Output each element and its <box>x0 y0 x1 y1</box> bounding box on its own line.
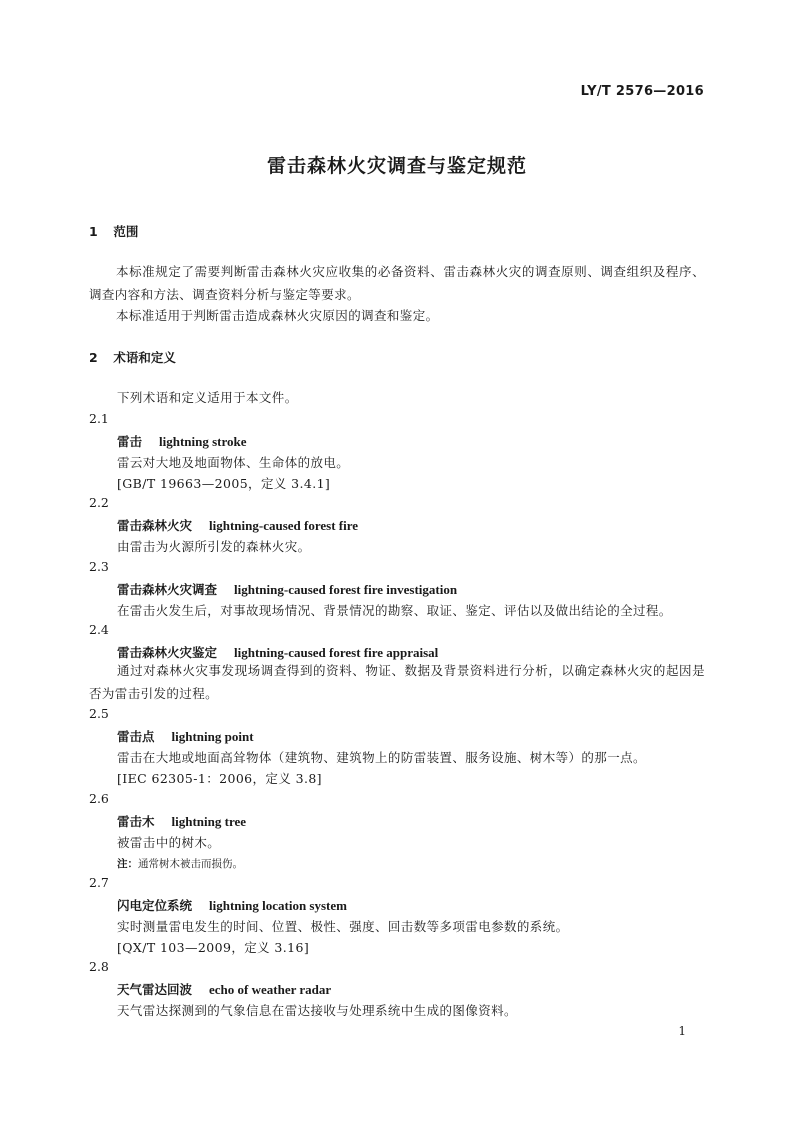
term-heading <box>117 727 254 745</box>
term-definition: 通过对森林火灾事发现场调查得到的资料、物证、数据及背景资料进行分析，以确定森林火灾的起因是否为雷击引发的过程。 <box>89 663 705 701</box>
scope-paragraph-2: 本标准适用于判断雷击造成森林火灾原因的调查和鉴定。 <box>116 308 439 323</box>
standard-code: LY/T 2576—2016 <box>580 84 704 99</box>
term-definition: 被雷击中的树木。 <box>117 835 221 850</box>
terms-intro: 下列术语和定义适用于本文件。 <box>117 390 298 405</box>
term-number: 2.7 <box>89 875 109 890</box>
term-english: lightning tree <box>171 814 247 829</box>
term-definition: 实时测量雷电发生的时间、位置、极性、强度、回击数等多项雷电参数的系统。 <box>117 919 569 934</box>
note-label: 注： <box>117 858 138 870</box>
term-english: lightning point <box>171 729 254 744</box>
term-number: 2.3 <box>89 559 109 574</box>
term-reference: [IEC 62305-1：2006，定义 3.8] <box>117 771 322 786</box>
term-chinese: 雷击木 <box>117 814 155 829</box>
term-number: 2.1 <box>89 411 109 426</box>
note-text: 通常树木被击而损伤。 <box>138 858 243 870</box>
term-definition: 由雷击为火源所引发的森林火灾。 <box>117 539 311 554</box>
scope-paragraph-1: 本标准规定了需要判断雷击森林火灾应收集的必备资料、雷击森林火灾的调查原则、调查组织及程序、调查内容和方法、调查资料分析与鉴定等要求。 <box>89 264 705 302</box>
term-definition: 天气雷达探测到的气象信息在雷达接收与处理系统中生成的图像资料。 <box>117 1003 517 1018</box>
term-english: lightning location system <box>209 898 347 913</box>
section-number: 2 <box>89 350 98 365</box>
term-chinese: 闪电定位系统 <box>117 898 193 913</box>
term-number: 2.6 <box>89 791 109 806</box>
section-number: 1 <box>89 224 98 239</box>
term-english: lightning-caused forest fire <box>209 518 359 533</box>
term-english: lightning-caused forest fire investigation <box>234 582 458 597</box>
term-definition: 雷云对大地及地面物体、生命体的放电。 <box>117 455 350 470</box>
term-note <box>117 856 243 871</box>
term-chinese: 雷击森林火灾 <box>117 518 193 533</box>
term-chinese: 雷击森林火灾调查 <box>117 582 218 597</box>
page-number: 1 <box>678 1024 686 1038</box>
section-title: 术语和定义 <box>113 350 176 365</box>
document-title: 雷击森林火灾调查与鉴定规范 <box>266 155 527 177</box>
term-reference: [QX/T 103—2009，定义 3.16] <box>117 940 310 955</box>
term-heading <box>117 980 331 998</box>
term-chinese: 雷击点 <box>117 729 155 744</box>
term-heading <box>117 896 347 914</box>
term-heading <box>117 516 358 534</box>
term-heading <box>117 812 246 830</box>
term-definition: 雷击在大地或地面高耸物体（建筑物、建筑物上的防雷装置、服务设施、树木等）的那一点。 <box>117 750 646 765</box>
section-title: 范围 <box>113 224 139 239</box>
term-number: 2.2 <box>89 495 109 510</box>
term-heading <box>117 432 247 450</box>
term-english: lightning-caused forest fire appraisal <box>234 645 439 660</box>
term-number: 2.4 <box>89 622 109 637</box>
section-1-heading <box>89 222 138 240</box>
term-chinese: 雷击森林火灾鉴定 <box>117 645 218 660</box>
term-number: 2.5 <box>89 706 109 721</box>
term-reference: [GB/T 19663—2005，定义 3.4.1] <box>117 476 331 491</box>
section-2-heading <box>89 348 176 366</box>
term-heading <box>117 580 457 598</box>
term-chinese: 天气雷达回波 <box>117 982 193 997</box>
term-chinese: 雷击 <box>117 434 143 449</box>
term-definition: 在雷击火发生后，对事故现场情况、背景情况的勘察、取证、鉴定、评估以及做出结论的全过程。 <box>117 603 672 618</box>
term-number: 2.8 <box>89 959 109 974</box>
term-english: lightning stroke <box>159 434 247 449</box>
term-english: echo of weather radar <box>209 982 332 997</box>
